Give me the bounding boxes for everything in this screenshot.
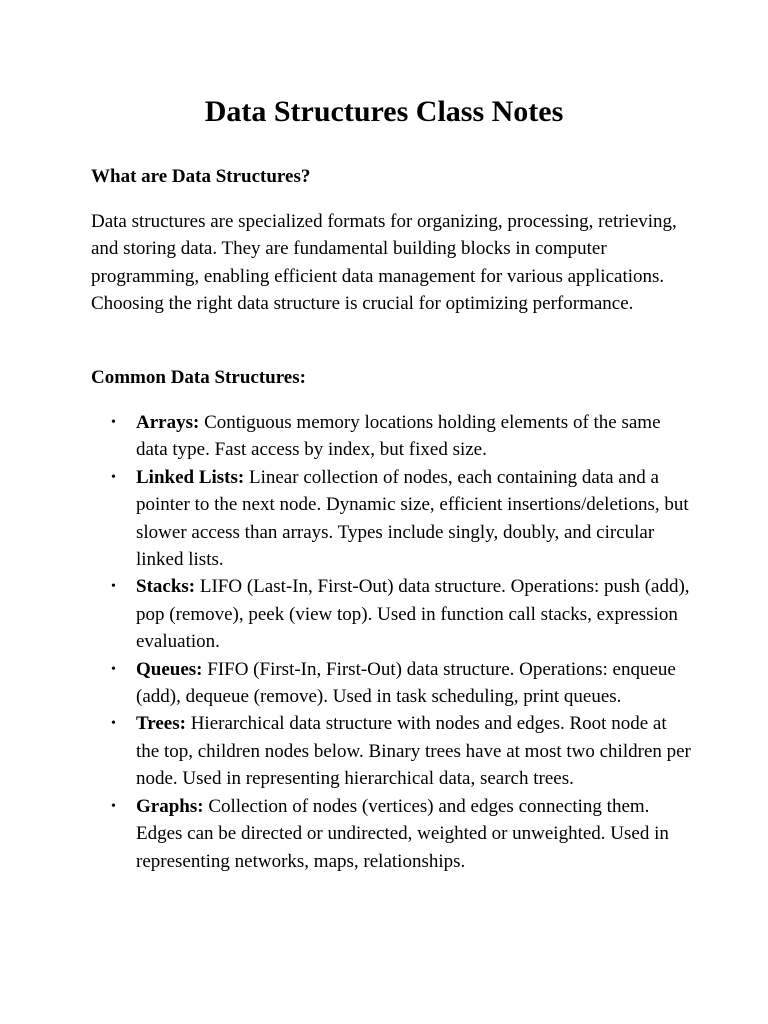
section-heading-common: Common Data Structures:	[91, 367, 306, 388]
bullet-icon: •	[111, 469, 116, 485]
bullet-icon: •	[111, 716, 116, 732]
list-item-term: Queues:	[136, 658, 203, 680]
list-item-term: Graphs:	[136, 795, 204, 817]
list-item-text: Linear collection of nodes, each containing data and a pointer to the next node. Dynamic size, efficient insertions/deletions, but slower access than arrays. Types include singly, doubly, and circular linked lists.	[136, 466, 689, 571]
intro-paragraph: Data structures are specialized formats for organizing, processing, retrieving, and storing data. They are fundamental building blocks in computer programming, enabling efficient data management for various applications. Choosing the right data structure is crucial for optimizing performance.	[91, 211, 677, 315]
list-item-graphs	[91, 793, 691, 875]
list-item-queues	[91, 656, 691, 711]
list-item-linked-lists	[91, 464, 691, 574]
data-structures-list	[91, 409, 691, 875]
list-item-term: Arrays:	[136, 412, 200, 433]
list-item-stacks	[91, 573, 691, 655]
list-item-term: Linked Lists:	[136, 466, 245, 488]
bullet-icon: •	[111, 415, 116, 430]
list-item-text: LIFO (Last-In, First-Out) data structure. Operations: push (add), pop (remove), peek (view top). Used in function call stacks, expression evaluation.	[136, 576, 690, 653]
list-item-trees	[91, 710, 691, 792]
bullet-icon: •	[111, 798, 116, 814]
list-item-arrays	[91, 409, 691, 464]
page-title: Data Structures Class Notes	[204, 95, 564, 128]
bullet-icon: •	[111, 661, 116, 677]
section-heading-what-are: What are Data Structures?	[91, 166, 311, 187]
list-item-text: Hierarchical data structure with nodes and edges. Root node at the top, children nodes below. Binary trees have at most two children per node. Used in representing hierarchical data, search trees.	[136, 713, 691, 790]
list-item-text: FIFO (First-In, First-Out) data structure. Operations: enqueue (add), dequeue (remove). Used in task scheduling, print queues.	[136, 658, 676, 708]
bullet-icon: •	[111, 579, 116, 595]
list-item-term: Trees:	[136, 713, 186, 735]
list-item-text: Collection of nodes (vertices) and edges connecting them. Edges can be directed or undirected, weighted or unweighted. Used in representing networks, maps, relationships.	[136, 795, 669, 872]
list-item-text: Contiguous memory locations holding elements of the same data type. Fast access by index, but fixed size.	[136, 412, 661, 461]
list-item-term: Stacks:	[136, 576, 196, 598]
